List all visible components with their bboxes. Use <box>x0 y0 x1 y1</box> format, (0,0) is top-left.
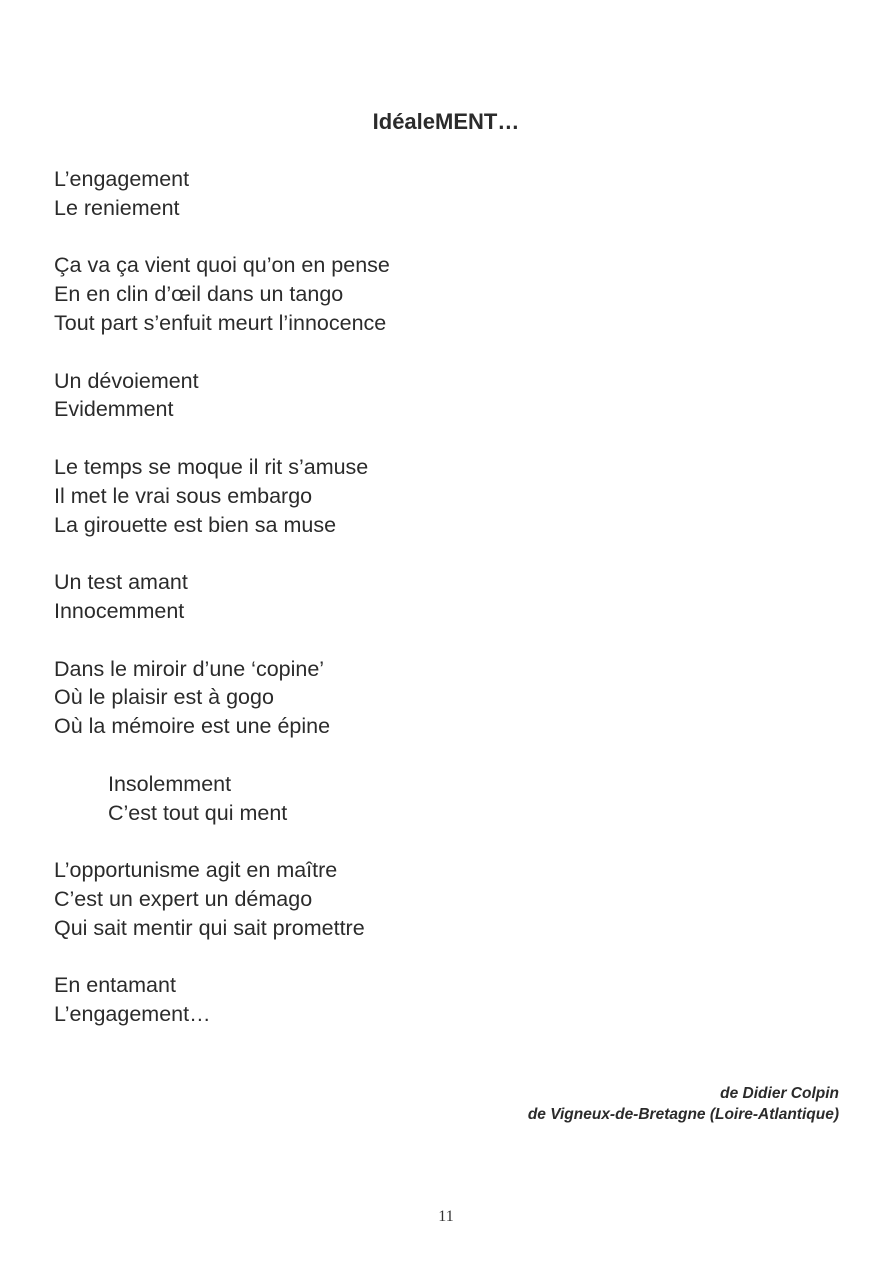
signature-author: de Didier Colpin <box>720 1085 839 1102</box>
poem-line: C’est tout qui ment <box>108 800 288 825</box>
poem-line: Le reniement <box>54 195 180 220</box>
poem-line: Qui sait mentir qui sait promettre <box>54 915 365 940</box>
stanza-2 <box>54 251 754 337</box>
poem-line: C’est un expert un démago <box>54 886 313 911</box>
poem-line: Innocemment <box>54 598 185 623</box>
poem-line: L’opportunisme agit en maître <box>54 858 338 883</box>
stanza-3 <box>54 367 754 425</box>
poem-title: IdéaleMENT… <box>372 109 520 134</box>
poem-line: La girouette est bien sa muse <box>54 512 337 537</box>
signature-location: de Vigneux-de-Bretagne (Loire-Atlantique) <box>527 1106 839 1123</box>
stanza-8 <box>54 856 754 942</box>
poem-line: L’engagement <box>54 167 190 191</box>
page-number: 11 <box>438 1208 454 1225</box>
stanza-7 <box>54 770 754 828</box>
stanza-9 <box>54 971 754 1029</box>
poem-line: Tout part s’enfuit meurt l’innocence <box>54 310 387 335</box>
poem-line: Dans le miroir d’une ‘copine’ <box>54 656 325 681</box>
stanza-5 <box>54 568 754 626</box>
poem-line: Un test amant <box>54 570 188 595</box>
poem-line: En en clin d’œil dans un tango <box>54 282 344 307</box>
stanza-6 <box>54 655 754 741</box>
stanza-4 <box>54 453 754 539</box>
signature <box>528 1083 839 1125</box>
poem-line: Où la mémoire est une épine <box>54 714 331 739</box>
poem-line: Ça va ça vient quoi qu’on en pense <box>54 253 390 278</box>
poem-line: Un dévoiement <box>54 368 199 393</box>
poem-body <box>54 165 754 1058</box>
poem-line: Evidemment <box>54 397 174 422</box>
poem-line: Insolemment <box>108 771 232 796</box>
poem-line: L’engagement… <box>54 1002 211 1027</box>
poem-line: En entamant <box>54 973 176 998</box>
stanza-1 <box>54 165 754 223</box>
poem-line: Il met le vrai sous embargo <box>54 483 313 508</box>
poem-line: Où le plaisir est à gogo <box>54 685 274 710</box>
poem-line: Le temps se moque il rit s’amuse <box>54 454 369 479</box>
